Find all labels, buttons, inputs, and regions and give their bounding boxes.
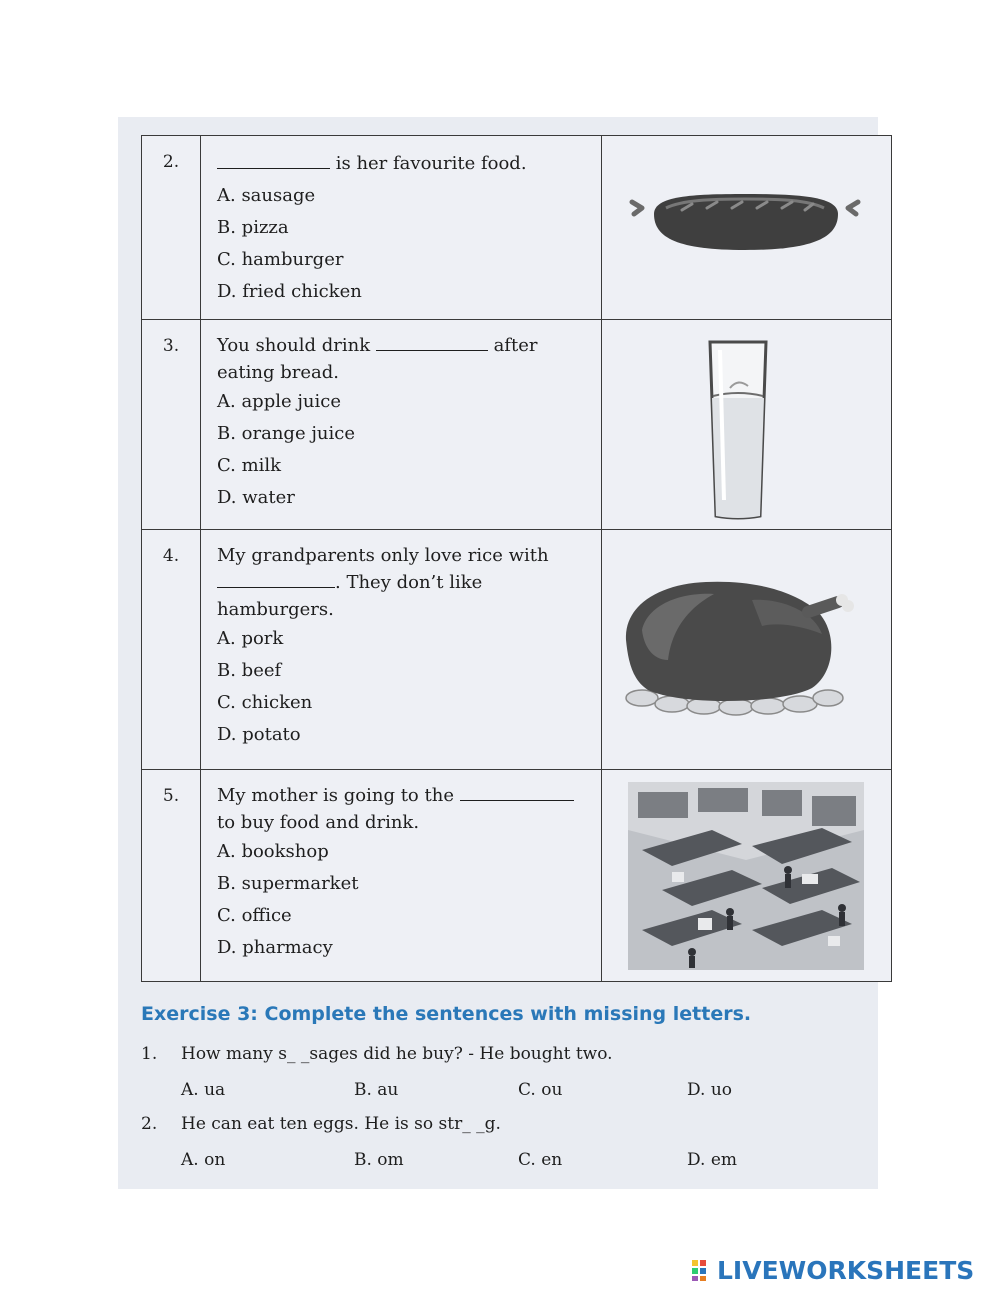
question-row bbox=[142, 530, 892, 770]
liveworksheets-logo bbox=[691, 1255, 974, 1285]
option-d: D. uo bbox=[687, 1080, 733, 1100]
option-b: B. orange juice bbox=[217, 423, 355, 444]
question-number: 4. bbox=[142, 530, 201, 770]
option-b: B. om bbox=[354, 1150, 404, 1170]
question-row bbox=[142, 136, 892, 320]
sausage-icon bbox=[602, 136, 891, 320]
exercise-item-number: 2. bbox=[141, 1114, 158, 1134]
option-d: D. potato bbox=[217, 724, 301, 745]
option-a: A. ua bbox=[181, 1080, 226, 1100]
option-d: D. fried chicken bbox=[217, 281, 362, 302]
option-c: C. office bbox=[217, 905, 292, 926]
question-number: 2. bbox=[142, 136, 201, 320]
exercise-item-text: He can eat ten eggs. He is so str_ _g. bbox=[181, 1114, 501, 1134]
exercise-item-number: 1. bbox=[141, 1044, 158, 1064]
option-c: C. hamburger bbox=[217, 249, 344, 270]
question-number: 5. bbox=[142, 770, 201, 982]
quiz-table bbox=[141, 135, 892, 982]
exercise-item-text: How many s_ _sages did he buy? - He bought two. bbox=[181, 1044, 613, 1064]
option-b: B. supermarket bbox=[217, 873, 359, 894]
option-c: C. milk bbox=[217, 455, 282, 476]
answer-blank bbox=[217, 569, 335, 588]
logo-grid-icon bbox=[691, 1258, 715, 1282]
answer-blank bbox=[460, 782, 574, 801]
option-c: C. en bbox=[518, 1150, 563, 1170]
option-a: A. pork bbox=[217, 628, 284, 649]
supermarket-icon bbox=[602, 770, 891, 982]
logo-text: LIVEWORKSHEETS bbox=[717, 1255, 975, 1285]
option-a: A. apple juice bbox=[217, 391, 342, 412]
option-c: C. chicken bbox=[217, 692, 313, 713]
option-d: D. em bbox=[687, 1150, 738, 1170]
option-c: C. ou bbox=[518, 1080, 563, 1100]
option-d: D. water bbox=[217, 487, 295, 508]
answer-blank bbox=[217, 150, 330, 169]
question-row bbox=[142, 770, 892, 982]
answer-blank bbox=[376, 332, 488, 351]
option-b: B. pizza bbox=[217, 217, 289, 238]
option-b: B. au bbox=[354, 1080, 399, 1100]
question-number: 3. bbox=[142, 320, 201, 530]
question-text: is her favourite food. bbox=[217, 148, 587, 180]
option-a: A. on bbox=[181, 1150, 226, 1170]
question-text: You should drink after eating bread. bbox=[217, 332, 587, 386]
glass-of-water-icon bbox=[602, 320, 891, 530]
exercise-title: Exercise 3: Complete the sentences with missing letters. bbox=[141, 1003, 752, 1025]
option-b: B. beef bbox=[217, 660, 282, 681]
question-text: My mother is going to the to buy food and drink. bbox=[217, 782, 587, 836]
roast-chicken-icon bbox=[602, 530, 891, 770]
option-d: D. pharmacy bbox=[217, 937, 333, 958]
option-a: A. sausage bbox=[217, 185, 316, 206]
question-text: My grandparents only love rice with . They don’t like hamburgers. bbox=[217, 545, 549, 620]
question-row bbox=[142, 320, 892, 530]
option-a: A. bookshop bbox=[217, 841, 329, 862]
